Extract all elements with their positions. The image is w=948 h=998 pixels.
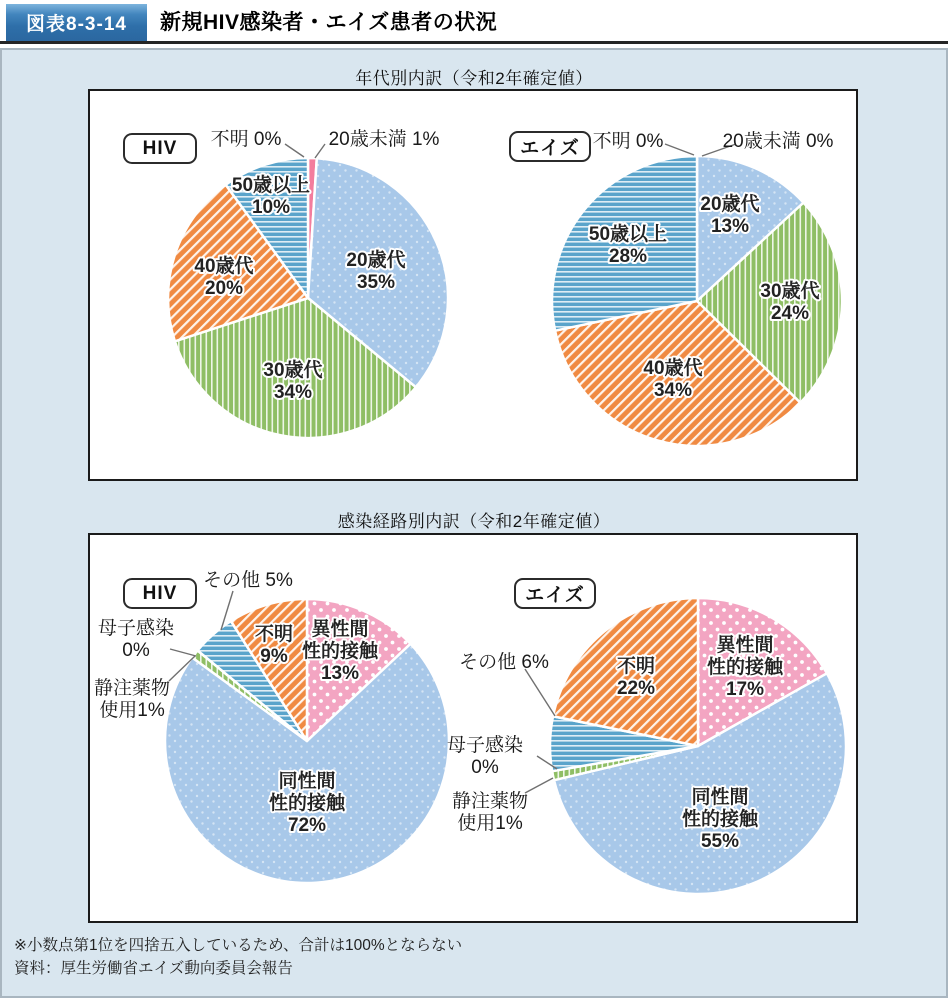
figure-title: 新規HIV感染者・エイズ患者の状況 xyxy=(160,11,498,34)
panel-age xyxy=(88,89,858,481)
leader-line-route-aids-4 xyxy=(525,669,555,716)
pie-label-route-hiv-2: 静注薬物使用1% xyxy=(93,678,171,721)
pie-label-route-hiv-5: 不明 9% xyxy=(254,624,294,667)
figure-header xyxy=(0,4,948,44)
leader-line-age-hiv-5 xyxy=(285,144,304,157)
footnotes xyxy=(14,934,462,980)
pie-label-age-hiv-4: 50歳以上 10% xyxy=(231,175,311,218)
pie-label-route-hiv-1: 同性間性的接触 72% xyxy=(268,771,346,836)
pie-label-age-hiv-0: 20歳未満 1% xyxy=(328,129,440,150)
pie-label-age-hiv-5: 不明 0% xyxy=(210,129,282,150)
leader-line-route-hiv-3 xyxy=(170,649,196,656)
leader-line-route-aids-2 xyxy=(525,778,553,793)
panel-age-canvas xyxy=(90,91,856,479)
pie-label-age-hiv-3: 40歳代 20% xyxy=(194,256,254,299)
pie-label-route-aids-1: 同性間性的接触 55% xyxy=(681,787,759,852)
pie-label-age-aids-2: 30歳代 24% xyxy=(760,281,820,324)
pie-label-age-aids-5: 不明 0% xyxy=(592,131,664,152)
panel-title-age: 年代別内訳（令和2年確定値） xyxy=(355,69,593,88)
pie-label-route-aids-4: その他 6% xyxy=(459,652,549,673)
pie-label-age-hiv-2: 30歳代 34% xyxy=(263,360,323,403)
chart-badge-age-hiv: HIV xyxy=(123,133,197,164)
pie-label-age-aids-0: 20歳未満 0% xyxy=(722,131,834,152)
pie-label-route-hiv-3: 母子感染 0% xyxy=(97,618,175,661)
figure-content-area xyxy=(0,48,948,998)
panel-title-route: 感染経路別内訳（令和2年確定値） xyxy=(337,512,611,531)
panel-route xyxy=(88,533,858,923)
pie-label-route-aids-0: 異性間性的接触 17% xyxy=(706,635,784,700)
pie-label-route-hiv-0: 異性間性的接触 13% xyxy=(301,619,379,684)
pie-label-age-hiv-1: 20歳代 35% xyxy=(346,250,406,293)
pie-label-age-aids-1: 20歳代 13% xyxy=(700,194,760,237)
pie-label-route-aids-3: 母子感染 0% xyxy=(446,735,524,778)
chart-badge-route-aids: エイズ xyxy=(514,578,596,609)
pie-label-route-aids-5: 不明 22% xyxy=(616,656,656,699)
pie-label-route-hiv-4: その他 5% xyxy=(203,570,293,591)
chart-badge-age-aids: エイズ xyxy=(509,131,591,162)
leader-line-age-hiv-0 xyxy=(315,144,325,158)
pie-label-route-aids-2: 静注薬物使用1% xyxy=(451,791,529,834)
chart-badge-route-hiv: HIV xyxy=(123,578,197,609)
pie-label-age-aids-4: 50歳以上 28% xyxy=(588,224,668,267)
panel-route-canvas xyxy=(90,535,856,921)
pie-label-age-aids-3: 40歳代 34% xyxy=(643,358,703,401)
figure-number-label: 図表8-3-14 xyxy=(6,4,147,41)
footnote-source: 資料：厚生労働省エイズ動向委員会報告 xyxy=(14,960,293,977)
leader-line-age-aids-5 xyxy=(665,144,694,155)
footnote-rounding: ※小数点第1位を四捨五入しているため、合計は100%とならない xyxy=(14,937,463,954)
